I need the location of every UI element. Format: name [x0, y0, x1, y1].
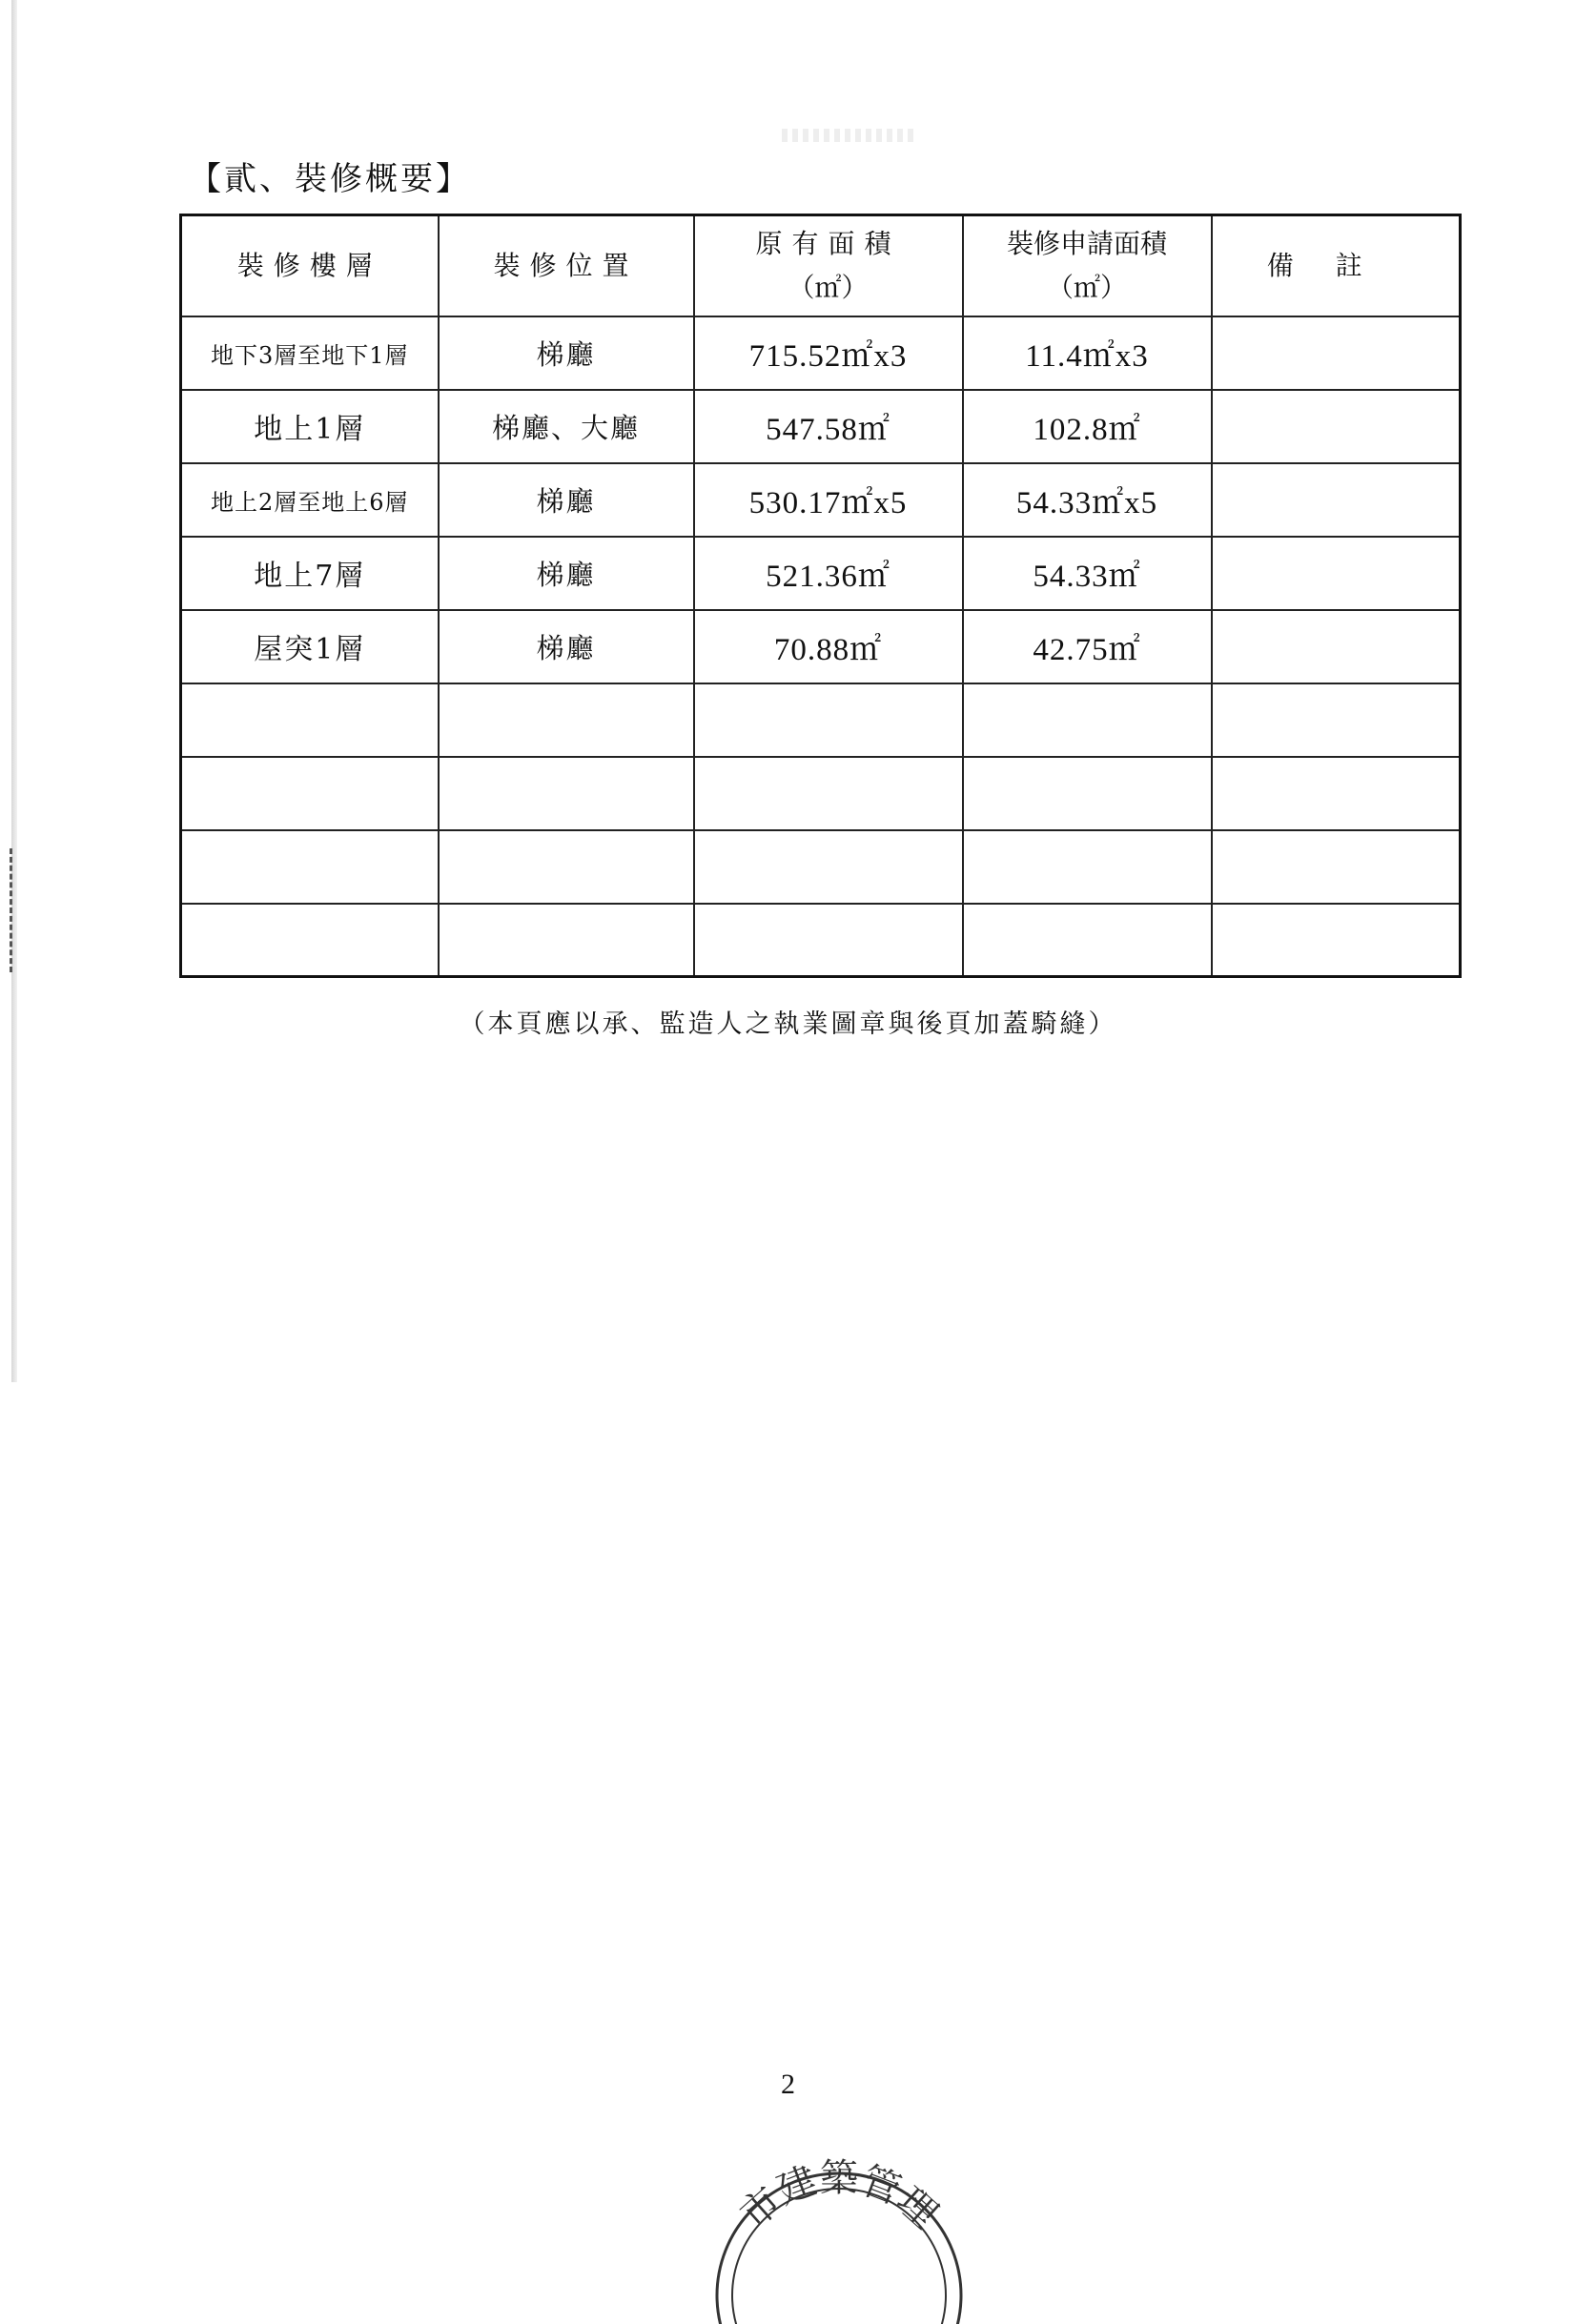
cell-location: 梯廳	[439, 316, 694, 390]
cell-original-area	[694, 904, 963, 977]
header-floor: 裝修樓層	[181, 215, 439, 316]
table-header-row	[181, 215, 1461, 316]
cell-applied-area	[963, 904, 1212, 977]
header-applied-area	[963, 215, 1212, 316]
cell-floor: 地上7層	[181, 537, 439, 610]
header-original-area	[694, 215, 963, 316]
table-row-empty	[181, 830, 1461, 904]
cell-location: 梯廳	[439, 463, 694, 537]
header-remarks: 備註	[1212, 215, 1461, 316]
cell-applied-area: 102.8㎡	[963, 390, 1212, 463]
faint-bleed-through	[782, 129, 915, 142]
cell-remarks	[1212, 463, 1461, 537]
cell-location: 梯廳	[439, 537, 694, 610]
section-title: 【貳、裝修概要】	[189, 160, 471, 198]
cell-floor	[181, 904, 439, 977]
header-location: 裝修位置	[439, 215, 694, 316]
cell-applied-area	[963, 757, 1212, 830]
cell-original-area	[694, 683, 963, 757]
table-row	[181, 463, 1461, 537]
cell-applied-area	[963, 830, 1212, 904]
official-seal-stamp	[696, 2152, 982, 2324]
cell-original-area	[694, 757, 963, 830]
page-number: 2	[781, 2069, 795, 2100]
cell-applied-area: 54.33㎡	[963, 537, 1212, 610]
table-row	[181, 537, 1461, 610]
cell-remarks	[1212, 683, 1461, 757]
cell-applied-area: 11.4㎡x3	[963, 316, 1212, 390]
table-row-empty	[181, 904, 1461, 977]
cell-location	[439, 830, 694, 904]
cell-location	[439, 904, 694, 977]
cell-remarks	[1212, 537, 1461, 610]
cell-location	[439, 757, 694, 830]
seal-text-path: 市建築管理	[731, 2156, 947, 2237]
cell-location: 梯廳、大廳	[439, 390, 694, 463]
header-original-area-label: 原有面積	[755, 227, 901, 259]
header-applied-area-unit: （㎡）	[1046, 271, 1127, 303]
header-original-area-unit: （㎡）	[788, 271, 869, 303]
cell-applied-area: 42.75㎡	[963, 610, 1212, 683]
cell-remarks	[1212, 316, 1461, 390]
cell-location: 梯廳	[439, 610, 694, 683]
table-row	[181, 610, 1461, 683]
cell-original-area: 521.36㎡	[694, 537, 963, 610]
table-row	[181, 390, 1461, 463]
seam-stamp-note: （本頁應以承、監造人之執業圖章與後頁加蓋騎縫）	[459, 1009, 1117, 1039]
cell-original-area: 715.52㎡x3	[694, 316, 963, 390]
cell-floor: 地上2層至地上6層	[181, 463, 439, 537]
seal-text	[732, 2156, 946, 2237]
cell-remarks	[1212, 757, 1461, 830]
scan-binding-mark	[10, 848, 16, 972]
scan-left-edge	[11, 0, 17, 1382]
cell-floor: 地上1層	[181, 390, 439, 463]
cell-original-area	[694, 830, 963, 904]
cell-floor: 地下3層至地下1層	[181, 316, 439, 390]
cell-floor	[181, 757, 439, 830]
cell-applied-area	[963, 683, 1212, 757]
table-row-empty	[181, 683, 1461, 757]
cell-remarks	[1212, 390, 1461, 463]
renovation-summary-table	[179, 214, 1462, 978]
cell-location	[439, 683, 694, 757]
cell-floor: 屋突1層	[181, 610, 439, 683]
table-row-empty	[181, 757, 1461, 830]
cell-floor	[181, 683, 439, 757]
cell-remarks	[1212, 904, 1461, 977]
table-row	[181, 316, 1461, 390]
cell-original-area: 70.88㎡	[694, 610, 963, 683]
cell-applied-area: 54.33㎡x5	[963, 463, 1212, 537]
cell-floor	[181, 830, 439, 904]
cell-remarks	[1212, 610, 1461, 683]
cell-original-area: 547.58㎡	[694, 390, 963, 463]
header-applied-area-label: 裝修申請面積	[1006, 227, 1167, 259]
cell-remarks	[1212, 830, 1461, 904]
cell-original-area: 530.17㎡x5	[694, 463, 963, 537]
